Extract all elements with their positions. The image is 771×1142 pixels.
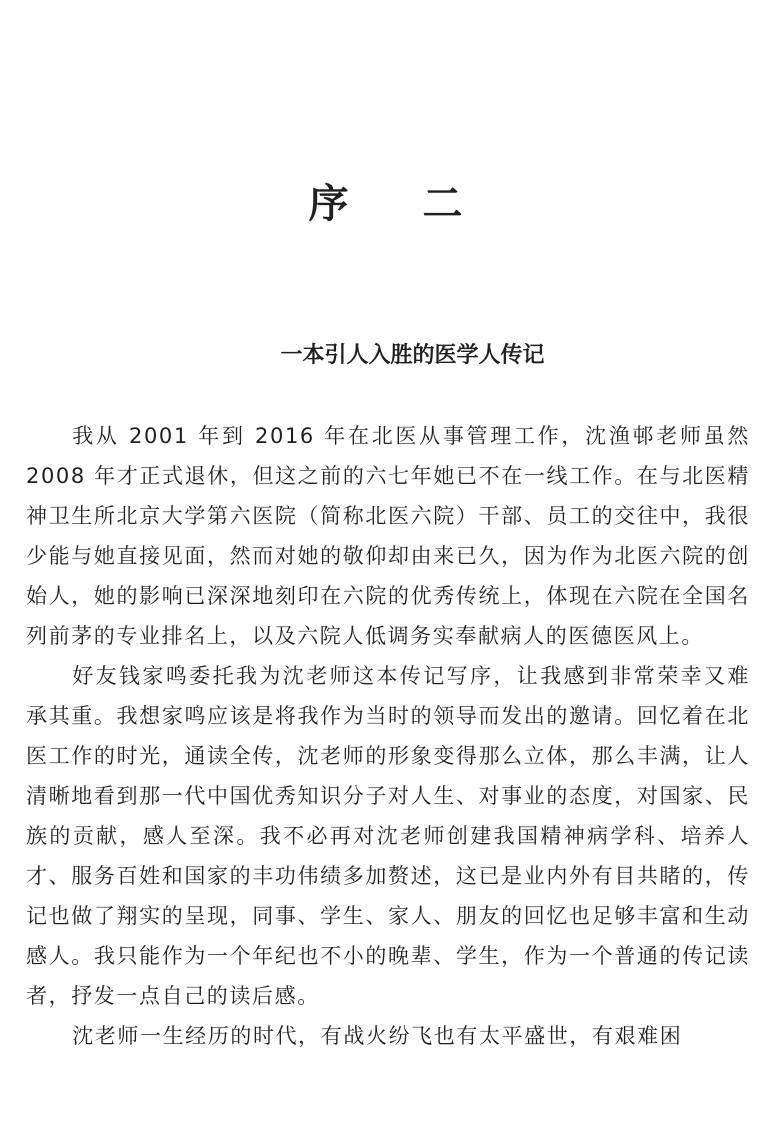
body-text xyxy=(26,416,750,1056)
paragraph: 我从 2001 年到 2016 年在北医从事管理工作，沈渔邨老师虽然 2008 年才正式退休，但这之前的六七年她已不在一线工作。在与北医精神卫生所北京大学第六医院（简称北医六院）干部、员工的交往中，我很少能与她直接见面，然而对她的敬仰却由来已久，因为作为北医六院的创始人，她的影响已深深地刻印在六院的优秀传统上，体现在六院在全国名列前茅的专业排名上，以及六院人低调务实奉献病人的医德医风上。 xyxy=(26,424,750,648)
article-subtitle: 一本引人入胜的医学人传记 xyxy=(280,343,545,368)
chapter-title xyxy=(0,178,771,230)
chapter-title-char-1: 序 xyxy=(308,180,349,227)
chapter-title-char-2: 二 xyxy=(422,180,463,227)
paragraph: 沈老师一生经历的时代，有战火纷飞也有太平盛世，有艰难困 xyxy=(72,1024,683,1048)
paragraph: 好友钱家鸣委托我为沈老师这本传记写序，让我感到非常荣幸又难承其重。我想家鸣应该是将我作为当时的领导而发出的邀请。回忆着在北医工作的时光，通读全传，沈老师的形象变得那么立体，那么丰满，让人清晰地看到那一代中国优秀知识分子对人生、对事业的态度，对国家、民族的贡献，感人至深。我不必再对沈老师创建我国精神病学科、培养人才、服务百姓和国家的丰功伟绩多加赘述，这已是业内外有目共睹的，传记也做了翔实的呈现，同事、学生、家人、朋友的回忆也足够丰富和生动感人。我只能作为一个年纪也不小的晚辈、学生，作为一个普通的传记读者，抒发一点自己的读后感。 xyxy=(26,664,750,1008)
